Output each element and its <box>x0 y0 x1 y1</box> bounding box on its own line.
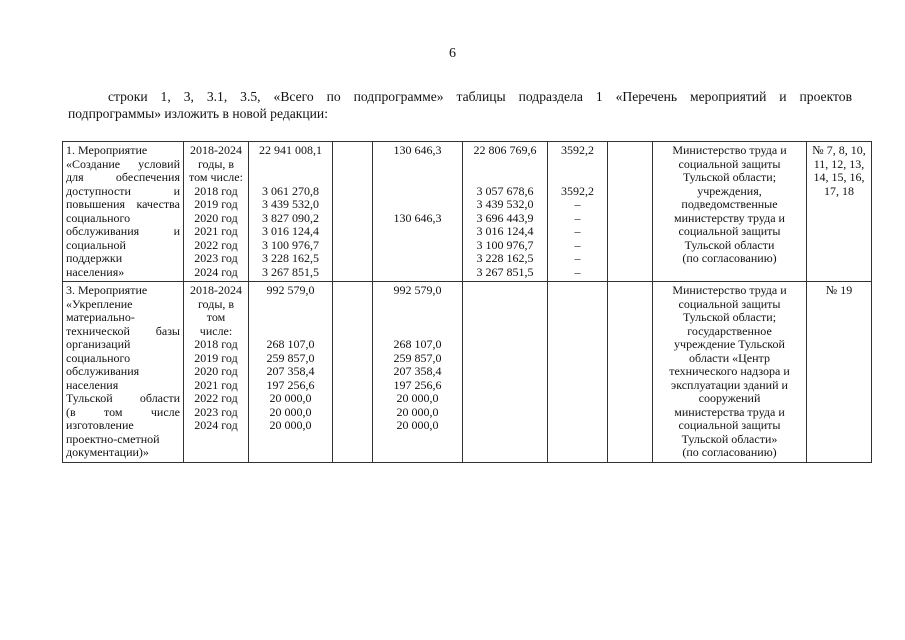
years-line: том <box>206 310 226 324</box>
col-f-line <box>466 171 544 185</box>
col-d-line <box>336 406 369 420</box>
col-h-line <box>611 212 649 226</box>
responsible-org-cell <box>653 282 807 463</box>
funding-cell-f <box>463 142 548 282</box>
total-line: 22 941 008,1 <box>259 143 322 157</box>
col-f-line <box>466 298 544 312</box>
col-d-line <box>336 365 369 379</box>
col-g-line <box>551 352 604 366</box>
col-d-line <box>336 171 369 185</box>
col-h-line <box>611 338 649 352</box>
col-d-line <box>336 198 369 212</box>
funding-cell-h <box>608 282 653 463</box>
col-e-line <box>376 266 459 280</box>
funding-cell-f <box>463 282 548 463</box>
org-lines-line: социальной защиты <box>678 296 781 311</box>
period-cell <box>184 282 249 463</box>
activity-name-line: «Создание условий <box>66 156 180 171</box>
funding-cell-g <box>548 142 608 282</box>
org-lines-line: министерства труда и <box>674 404 785 419</box>
total-line: 3 228 162,5 <box>262 251 319 265</box>
activity-name-cell <box>63 142 184 282</box>
col-d-line <box>336 225 369 239</box>
col-e-line: 20 000,0 <box>396 418 439 432</box>
col-g-line: – <box>574 264 581 279</box>
col-e-line <box>376 158 459 172</box>
activity-name-line: «Укрепление <box>66 296 133 311</box>
col-e-line <box>376 298 459 312</box>
col-d-line <box>336 325 369 339</box>
years-line: 2021 год <box>194 377 238 392</box>
org-lines-line: Тульской области; <box>682 170 777 184</box>
col-g-line: – <box>574 251 581 265</box>
total-line: 20 000,0 <box>269 418 312 432</box>
col-h-line <box>611 185 649 199</box>
col-f-line <box>466 311 544 325</box>
col-e-line: 268 107,0 <box>393 337 442 351</box>
funding-cell-d <box>333 142 373 282</box>
col-d-line <box>336 338 369 352</box>
total-line: 3 827 090,2 <box>262 210 319 225</box>
col-d-line <box>336 144 369 158</box>
col-g-line: – <box>574 237 581 252</box>
total-line: 197 256,6 <box>266 377 315 392</box>
total-line <box>252 298 329 312</box>
total-line <box>252 311 329 325</box>
col-f-line: 3 100 976,7 <box>476 237 534 252</box>
org-lines-line: Министерство труда и <box>672 283 787 297</box>
col-f-line: 3 267 851,5 <box>476 264 534 279</box>
col-e-line <box>376 325 459 339</box>
col-h-line <box>611 284 649 298</box>
col-h-line <box>611 144 649 158</box>
col-g-line <box>551 365 604 379</box>
org-lines-line: Тульской области» <box>681 431 778 446</box>
col-h-line <box>611 419 649 433</box>
years-line: 2019 год <box>194 197 238 211</box>
col-g-line: 3592,2 <box>561 183 594 198</box>
ref-lines-line: № 7, 8, 10, <box>812 143 866 157</box>
total-line: 20 000,0 <box>269 391 312 405</box>
activity-name-line: социальной <box>66 237 126 252</box>
col-d-line <box>336 239 369 253</box>
table-row <box>63 142 872 282</box>
intro-paragraph <box>68 88 852 122</box>
funding-cell-e <box>373 282 463 463</box>
col-d-line <box>336 311 369 325</box>
intro-line-2: подпрограммы» изложить в новой редакции: <box>68 106 328 121</box>
activity-name-line: документации)» <box>66 445 149 459</box>
total-line <box>252 325 329 339</box>
col-g-line <box>551 338 604 352</box>
col-e-line: 20 000,0 <box>396 391 439 405</box>
total-line: 207 358,4 <box>266 364 315 378</box>
col-h-line <box>611 252 649 266</box>
col-g-line <box>551 171 604 185</box>
years-line: 2018-2024 <box>190 283 242 297</box>
activity-name-line: социального <box>66 350 131 365</box>
col-e-line <box>376 311 459 325</box>
col-g-line: – <box>574 197 581 211</box>
org-lines-line: (по согласованию) <box>682 445 777 459</box>
total-line <box>252 158 329 172</box>
activity-name-line: проектно-сметной <box>66 431 160 446</box>
col-e-line <box>376 198 459 212</box>
activity-name-line: технической базы <box>66 323 180 338</box>
activity-name-line: 3. Мероприятие <box>66 283 148 297</box>
funding-cell-g <box>548 282 608 463</box>
col-h-line <box>611 239 649 253</box>
col-d-line <box>336 158 369 172</box>
total-line: 259 857,0 <box>266 350 315 365</box>
col-h-line <box>611 379 649 393</box>
col-d-line <box>336 266 369 280</box>
org-lines-line: социальной защиты <box>678 156 781 171</box>
funding-cell-e <box>373 142 463 282</box>
col-g-line <box>551 284 604 298</box>
org-lines-line: государственное <box>687 323 772 338</box>
col-g-line: – <box>574 210 581 225</box>
col-e-line: 197 256,6 <box>393 377 442 392</box>
total-line: 20 000,0 <box>269 404 312 419</box>
ref-lines-line: 14, 15, 16, <box>813 170 865 184</box>
years-line: 2023 год <box>194 404 238 419</box>
total-line: 3 016 124,4 <box>262 224 319 238</box>
col-f-line: 22 806 769,6 <box>473 143 537 157</box>
col-e-line: 130 646,3 <box>393 143 442 157</box>
activity-name-line: населения <box>66 377 119 392</box>
col-e-line <box>376 239 459 253</box>
total-line: 3 439 532,0 <box>262 197 319 211</box>
col-e-line <box>376 185 459 199</box>
years-line: 2022 год <box>194 391 238 405</box>
years-line: 2018 год <box>194 183 238 198</box>
col-e-line <box>376 171 459 185</box>
activity-name-line: поддержки <box>66 251 123 265</box>
col-e-line: 130 646,3 <box>393 210 442 225</box>
years-line: 2020 год <box>194 210 238 225</box>
org-lines-line: сооружений <box>698 391 761 405</box>
col-d-line <box>336 284 369 298</box>
years-line: том числе: <box>189 170 243 184</box>
org-lines-line: (по согласованию) <box>682 251 777 265</box>
col-f-line <box>466 284 544 298</box>
total-amount-cell <box>249 282 333 463</box>
years-line: числе: <box>199 323 233 338</box>
col-g-line <box>551 379 604 393</box>
col-f-line: 3 016 124,4 <box>476 224 534 238</box>
years-line: 2018 год <box>194 337 238 351</box>
years-line: 2020 год <box>194 364 238 378</box>
col-f-line <box>466 406 544 420</box>
col-f-line: 3 696 443,9 <box>476 210 534 225</box>
responsible-org-cell <box>653 142 807 282</box>
col-g-line <box>551 298 604 312</box>
org-lines-line: Тульской области; <box>682 310 777 324</box>
col-f-line <box>466 379 544 393</box>
activity-name-line: Тульской области <box>66 391 180 405</box>
activity-name-line: доступности и <box>66 183 180 198</box>
activity-name-line: повышения качества <box>66 197 180 211</box>
total-line: 3 100 976,7 <box>262 237 319 252</box>
col-e-line: 207 358,4 <box>393 364 442 378</box>
total-line <box>252 171 329 185</box>
total-line: 992 579,0 <box>266 283 315 297</box>
activity-name-cell <box>63 282 184 463</box>
years-line: 2024 год <box>194 418 238 432</box>
col-h-line <box>611 365 649 379</box>
org-lines-line: подведомственные <box>681 197 778 211</box>
years-line: 2023 год <box>194 251 238 265</box>
total-line: 268 107,0 <box>266 337 315 351</box>
activity-name-line: организаций <box>66 337 131 351</box>
col-e-line <box>376 252 459 266</box>
period-cell <box>184 142 249 282</box>
org-lines-line: технического надзора и <box>669 364 790 378</box>
org-lines-line: министерству труда и <box>674 210 785 225</box>
org-lines-line: учреждения, <box>697 183 762 198</box>
col-e-line: 20 000,0 <box>396 404 439 419</box>
col-h-line <box>611 198 649 212</box>
col-h-line <box>611 392 649 406</box>
activity-name-line: для обеспечения <box>66 170 180 184</box>
org-lines-line: социальной защиты <box>678 224 781 238</box>
col-f-line: 3 057 678,6 <box>476 183 534 198</box>
years-line: 2019 год <box>194 350 238 365</box>
col-f-line <box>466 365 544 379</box>
col-g-line <box>551 392 604 406</box>
org-lines-line: Министерство труда и <box>672 143 787 157</box>
total-line: 3 061 270,8 <box>262 183 319 198</box>
ref-lines-line: 17, 18 <box>824 183 854 198</box>
col-f-line: 3 439 532,0 <box>476 197 534 211</box>
col-h-line <box>611 171 649 185</box>
col-h-line <box>611 311 649 325</box>
col-g-line <box>551 158 604 172</box>
years-line: годы, в <box>197 156 235 171</box>
col-h-line <box>611 325 649 339</box>
col-d-line <box>336 252 369 266</box>
col-g-line: – <box>574 224 581 238</box>
activity-name-line: изготовление <box>66 418 134 432</box>
years-line: 2018-2024 <box>190 143 242 157</box>
activities-table <box>62 141 872 463</box>
col-h-line <box>611 352 649 366</box>
funding-cell-h <box>608 142 653 282</box>
col-d-line <box>336 419 369 433</box>
table-row <box>63 282 872 463</box>
org-lines-line: эксплуатации зданий и <box>671 377 788 392</box>
col-f-line <box>466 419 544 433</box>
years-line: 2021 год <box>194 224 238 238</box>
intro-line-1: строки 1, 3, 3.1, 3.5, «Всего по подпрограмме» таблицы подраздела 1 «Перечень мероприятий и проектов <box>108 89 852 104</box>
col-g-line <box>551 311 604 325</box>
col-d-line <box>336 392 369 406</box>
org-lines-line: области «Центр <box>689 350 770 365</box>
ref-lines-line: 11, 12, 13, <box>813 156 865 171</box>
activity-name-line: (в том числе <box>66 404 180 419</box>
col-g-line <box>551 325 604 339</box>
activity-name-line: 1. Мероприятие <box>66 143 148 157</box>
col-f-line <box>466 158 544 172</box>
col-h-line <box>611 266 649 280</box>
col-f-line <box>466 352 544 366</box>
page-number: 6 <box>449 46 456 61</box>
col-h-line <box>611 298 649 312</box>
col-g-line <box>551 419 604 433</box>
col-h-line <box>611 158 649 172</box>
col-g-line: 3592,2 <box>561 143 594 157</box>
col-f-line <box>466 325 544 339</box>
years-line: 2022 год <box>194 237 238 252</box>
col-e-line: 259 857,0 <box>393 350 442 365</box>
col-d-line <box>336 352 369 366</box>
col-d-line <box>336 298 369 312</box>
activity-name-line: обслуживания <box>66 364 140 378</box>
activity-name-line: населения» <box>66 264 125 279</box>
col-e-line <box>376 225 459 239</box>
col-d-line <box>336 379 369 393</box>
org-lines-line: учреждение Тульской <box>674 337 785 351</box>
total-amount-cell <box>249 142 333 282</box>
col-f-line <box>466 392 544 406</box>
col-f-line: 3 228 162,5 <box>476 251 534 265</box>
col-h-line <box>611 225 649 239</box>
org-lines-line: социальной защиты <box>678 418 781 432</box>
activity-name-line: обслуживания и <box>66 224 180 238</box>
years-line: годы, в <box>197 296 235 311</box>
activity-name-line: материально- <box>66 310 135 324</box>
funding-cell-d <box>333 282 373 463</box>
col-d-line <box>336 212 369 226</box>
col-h-line <box>611 406 649 420</box>
col-e-line: 992 579,0 <box>393 283 442 297</box>
activity-name-line: социального <box>66 210 131 225</box>
org-lines-line: Тульской области <box>684 237 775 252</box>
years-line: 2024 год <box>194 264 238 279</box>
indicator-ref-cell <box>807 142 872 282</box>
col-g-line <box>551 406 604 420</box>
total-line: 3 267 851,5 <box>262 264 319 279</box>
col-f-line <box>466 338 544 352</box>
indicator-ref-cell <box>807 282 872 463</box>
ref-lines-line: № 19 <box>825 283 853 297</box>
col-d-line <box>336 185 369 199</box>
